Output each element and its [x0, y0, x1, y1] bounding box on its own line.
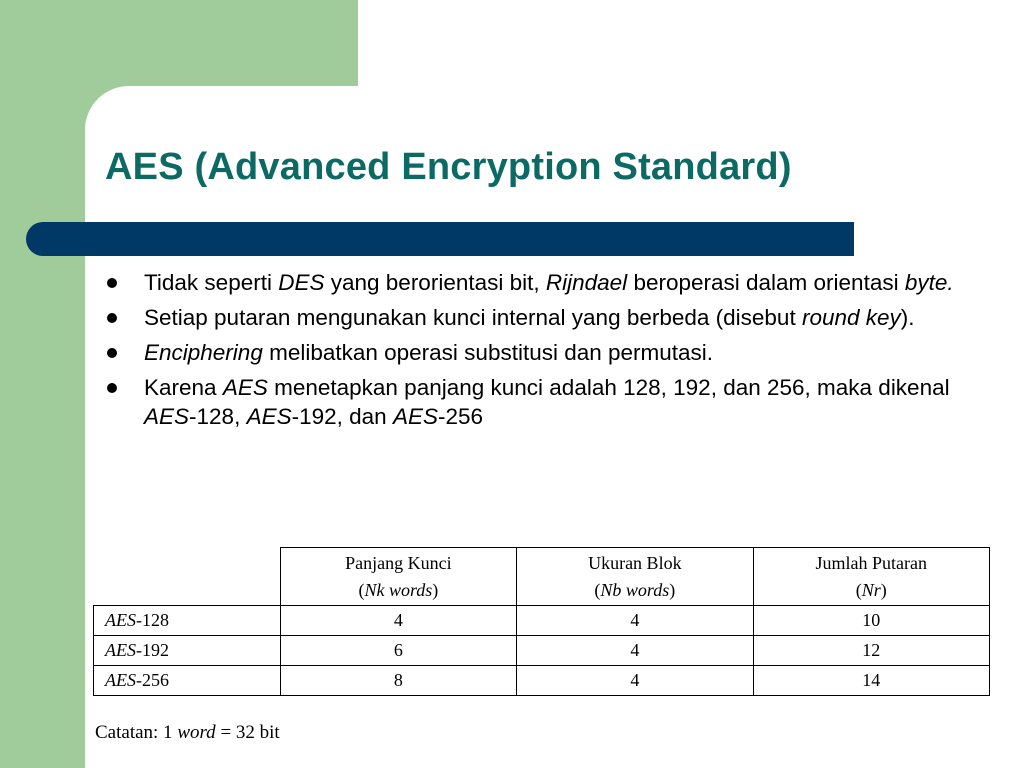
- header-round-count: [753, 548, 989, 606]
- cell-nr: 14: [753, 666, 989, 696]
- bullet-text: Tidak seperti: [144, 270, 279, 295]
- bullet-item: [101, 373, 981, 431]
- footnote-text: = 32 bit: [215, 722, 280, 743]
- header-paren: (: [594, 579, 601, 600]
- table-corner-cell: [94, 548, 281, 606]
- bullet-text: melibatkan operasi substitusi dan permutasi.: [262, 340, 714, 365]
- bullet-term: round key: [801, 305, 901, 330]
- bullet-text: -128,: [189, 404, 247, 429]
- bullet-dot-icon: [107, 383, 117, 393]
- bullet-dot-icon: [107, 313, 117, 323]
- bullet-text: yang berorientasi bit,: [324, 270, 546, 295]
- bullet-term: Enciphering: [144, 340, 263, 365]
- header-label: Jumlah Putaran: [815, 552, 928, 573]
- header-variable: Nk words: [364, 579, 433, 600]
- bullet-term: AES: [222, 375, 268, 400]
- table-row: [94, 636, 990, 666]
- cell-nb: 4: [517, 666, 753, 696]
- title-underline-bar: [26, 222, 854, 256]
- header-paren: ): [880, 579, 887, 600]
- row-label-suffix: -128: [136, 610, 169, 630]
- bullet-term: byte.: [904, 270, 954, 295]
- cell-nk: 6: [280, 636, 516, 666]
- bullet-term: AES: [392, 404, 438, 429]
- row-label-italic: AES: [105, 610, 136, 630]
- bullet-text: Karena: [144, 375, 223, 400]
- cell-nr: 10: [753, 606, 989, 636]
- row-label-suffix: -256: [136, 670, 169, 690]
- bullet-item: [101, 268, 981, 297]
- table-row: [94, 666, 990, 696]
- header-block-size: [517, 548, 753, 606]
- header-label: Ukuran Blok: [588, 552, 682, 573]
- bullet-dot-icon: [107, 278, 117, 288]
- bullet-dot-icon: [107, 348, 117, 358]
- bullet-term: AES: [246, 404, 292, 429]
- row-label: [94, 606, 281, 636]
- bullet-term: DES: [278, 270, 325, 295]
- slide-title: AES (Advanced Encryption Standard): [105, 146, 792, 188]
- bullet-text: -256: [437, 404, 484, 429]
- footnote-text: Catatan: 1: [95, 722, 178, 743]
- cell-nk: 8: [280, 666, 516, 696]
- header-key-length: [280, 548, 516, 606]
- row-label-italic: AES: [105, 670, 136, 690]
- aes-parameter-table: [93, 547, 990, 696]
- header-variable: Nb words: [600, 579, 670, 600]
- cell-nb: 4: [517, 606, 753, 636]
- footnote: [95, 722, 280, 744]
- bullet-text: ).: [900, 305, 915, 330]
- row-label: [94, 636, 281, 666]
- table-row: [94, 606, 990, 636]
- header-paren: (: [358, 579, 365, 600]
- bullet-text: beroperasi dalam orientasi: [627, 270, 905, 295]
- row-label-italic: AES: [105, 640, 136, 660]
- cell-nr: 12: [753, 636, 989, 666]
- header-paren: ): [669, 579, 676, 600]
- bullet-term: Rijndael: [545, 270, 628, 295]
- cell-nb: 4: [517, 636, 753, 666]
- bullet-text: Setiap putaran mengunakan kunci internal yang berbeda (disebut: [144, 305, 802, 330]
- row-label: [94, 666, 281, 696]
- cell-nk: 4: [280, 606, 516, 636]
- header-paren: ): [432, 579, 439, 600]
- bullet-text: menetapkan panjang kunci adalah 128, 192, dan 256, maka dikenal: [267, 375, 950, 400]
- header-label: Panjang Kunci: [345, 552, 452, 573]
- bullet-item: [101, 303, 981, 332]
- row-label-suffix: -192: [136, 640, 169, 660]
- footnote-term: word: [177, 722, 216, 743]
- bullet-text: -192, dan: [291, 404, 393, 429]
- bullet-term: AES: [144, 404, 190, 429]
- table-header-row: [94, 548, 990, 606]
- header-variable: Nr: [861, 579, 881, 600]
- header-paren: (: [855, 579, 862, 600]
- bullet-item: [101, 338, 981, 367]
- bullet-list: [101, 268, 981, 437]
